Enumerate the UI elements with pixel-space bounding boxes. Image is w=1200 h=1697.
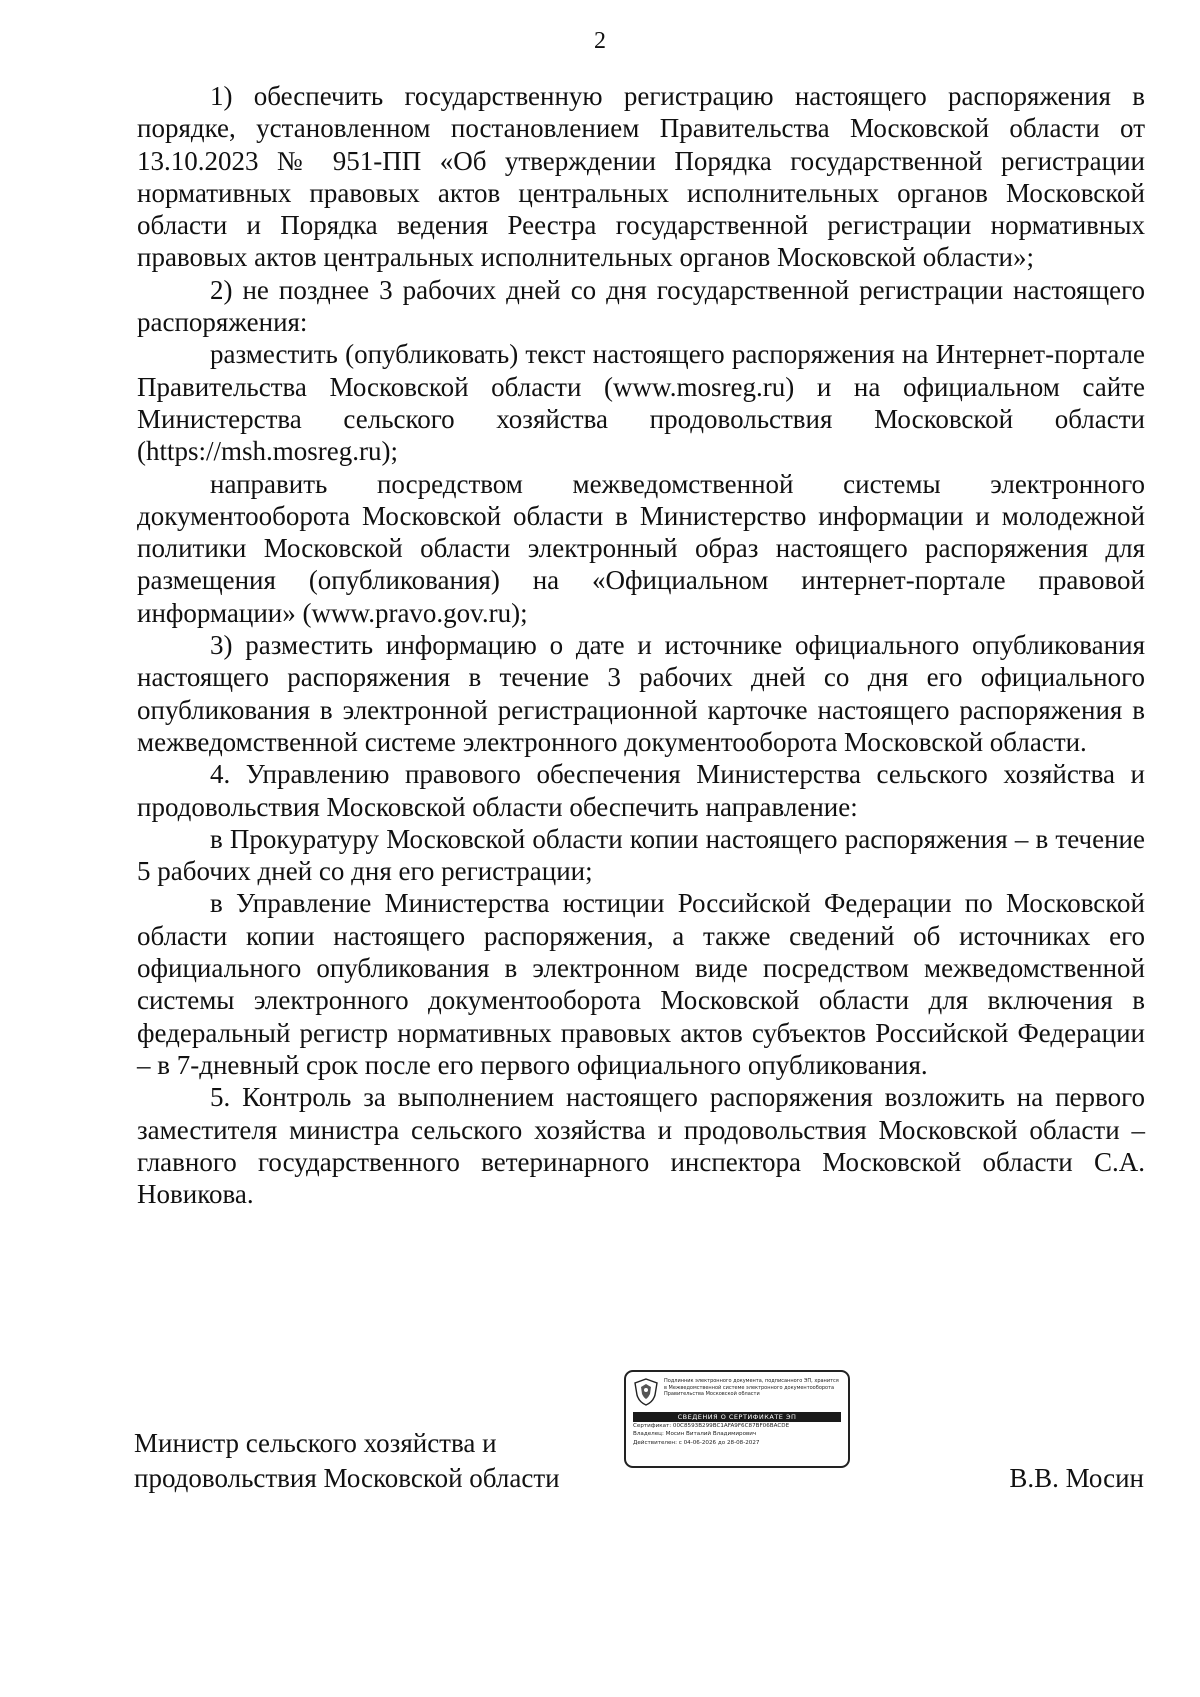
stamp-certificate-number: Сертификат: 00C8593B299BC1AFA9F6C87BF06BACDE [633,1423,790,1429]
stamp-notice: Подлинник электронного документа, подписанного ЭП, хранится в Межведомственной системе электронного документооборота Правительства Московской области [664,1378,839,1398]
paragraph-item-3: 3) разместить информацию о дате и источнике официального опубликования настоящего распоряжения в течение 3 рабочих дней со дня его официального опубликования в электронной регистрационной карточке настоящего распоряжения в межведомственной системе электронного документооборота Московской области. [137,630,1145,757]
paragraph-send-ministry: направить посредством межведомственной системы электронного документооборота Московской области в Министерство информации и молодежной политики Московской области электронный образ настоящего распоряжения для размещения (опубликования) на «Официальном интернет-портале правовой информации» (www.pravo.gov.ru); [137,468,1145,628]
paragraph-prosecutor: в Прокуратуру Московской области копии настоящего распоряжения – в течение 5 рабочих дней со дня его регистрации; [137,823,1145,887]
stamp-validity: Действителен: с 04-06-2026 до 28-08-2027 [633,1439,760,1446]
document-body [137,80,1145,1210]
coat-of-arms-icon [633,1378,659,1406]
paragraph-item-2: 2) не позднее 3 рабочих дней со дня государственной регистрации настоящего распоряжения: [137,274,1145,338]
paragraph-justice: в Управление Министерства юстиции Российской Федерации по Московской области копии настоящего распоряжения, а также сведений об источниках его официального опубликования в электронном виде посредством межведомственной системы электронного документооборота Московской области для включения в федеральный регистр нормативных правовых актов субъектов Российской Федерации – в 7-дневный срок после его первого официального опубликования. [137,888,1145,1080]
signer-position-line1: Министр сельского хозяйства и [134,1428,497,1458]
signer-name: В.В. Мосин [1009,1463,1144,1493]
stamp-certificate-header: СВЕДЕНИЯ О СЕРТИФИКАТЕ ЭП [633,1412,841,1422]
stamp-owner: Владелец: Мосин Виталий Владимирович [633,1431,757,1438]
paragraph-item-1: 1) обеспечить государственную регистрацию настоящего распоряжения в порядке, установленном постановлением Правительства Московской области от 13.10.2023 № 951-ПП «Об утверждении Порядка государственной регистрации нормативных правовых актов центральных исполнительных органов Московской области и Порядка ведения Реестра государственной регистрации нормативных правовых актов центральных исполнительных органов Московской области»; [137,81,1145,273]
paragraph-item-4: 4. Управлению правового обеспечения Министерства сельского хозяйства и продовольствия Московской области обеспечить направление: [137,759,1145,822]
page-number: 2 [594,28,606,54]
paragraph-publish: разместить (опубликовать) текст настоящего распоряжения на Интернет-портале Правительства Московской области (www.mosreg.ru) и на официальном сайте Министерства сельского хозяйства продовольствия Московской области (https://msh.mosreg.ru); [137,339,1145,467]
paragraph-item-5: 5. Контроль за выполнением настоящего распоряжения возложить на первого заместителя министра сельского хозяйства и продовольствия Московской области – главного государственного ветеринарного инспектора Московской области С.А. Новикова. [137,1082,1145,1210]
signer-position [134,1426,560,1496]
electronic-signature-stamp [624,1370,850,1468]
signature-block [134,1370,1144,1493]
signer-position-line2: продовольствия Московской области [134,1463,560,1493]
